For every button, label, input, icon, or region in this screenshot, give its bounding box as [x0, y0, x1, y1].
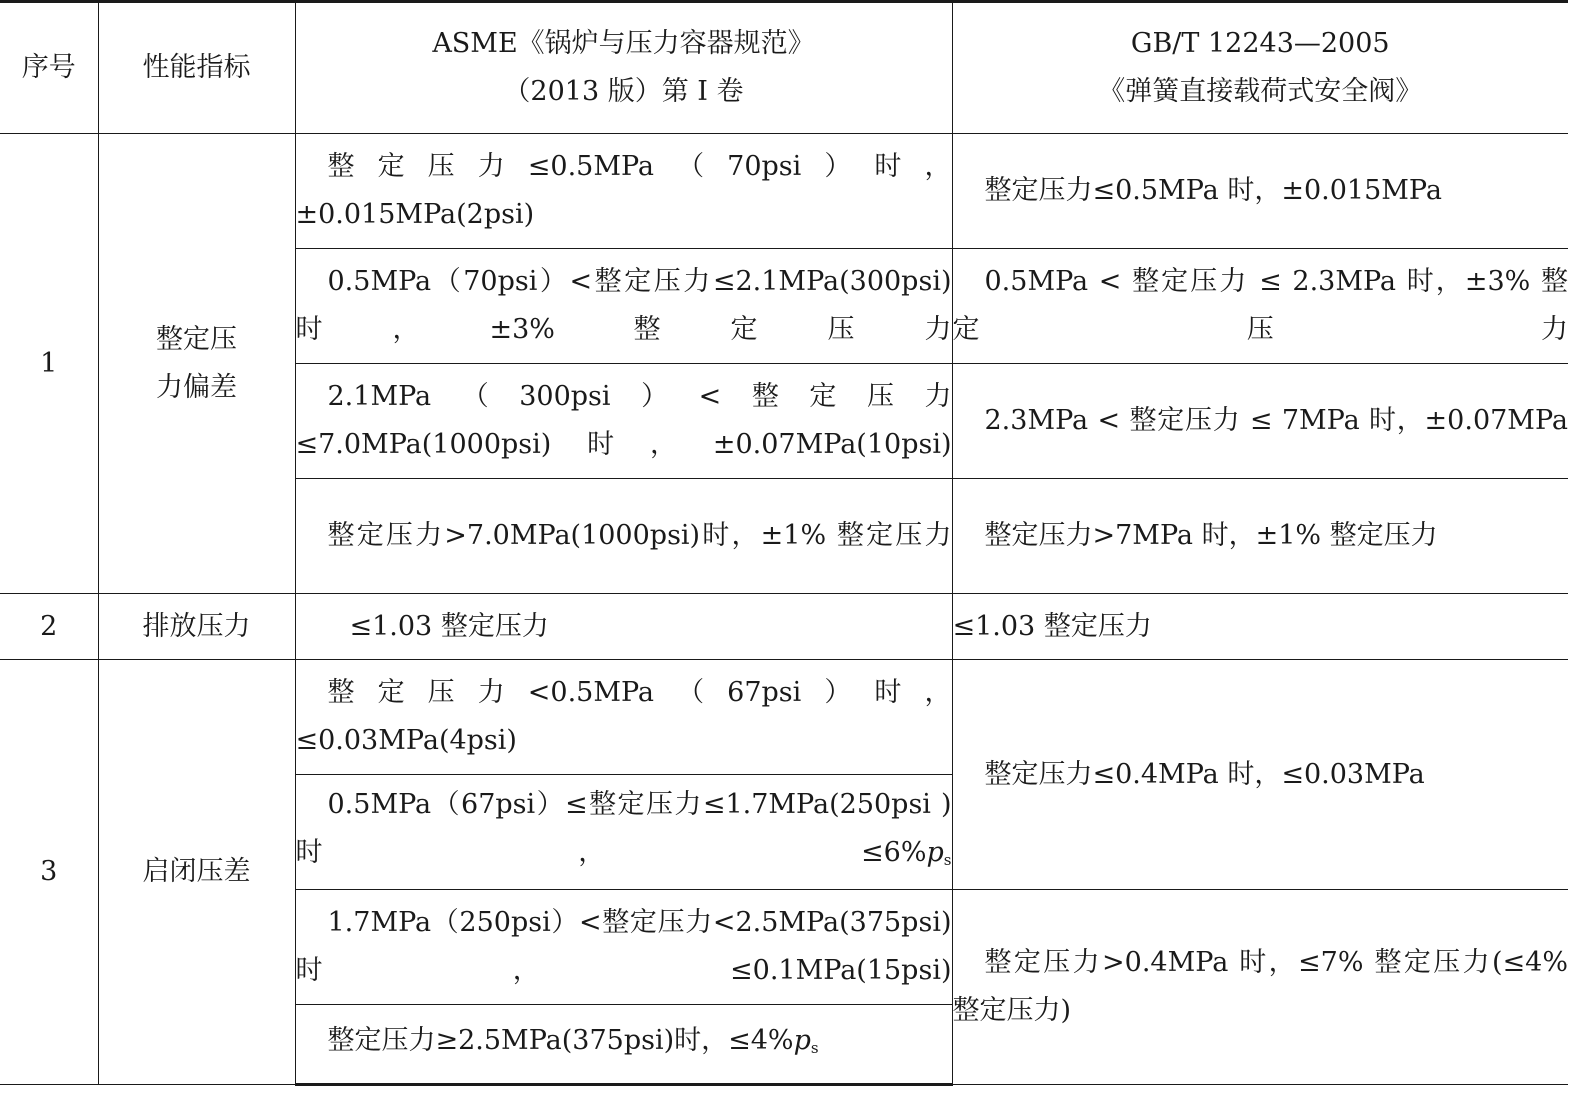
- gb-cell: ≤1.03 整定压力: [952, 594, 1568, 660]
- gb-cell: 整定压力≤0.5MPa 时，±0.015MPa: [952, 134, 1568, 249]
- gb-cell: 整定压力>0.4MPa 时，≤7% 整定压力(≤4% 整定压力): [952, 890, 1568, 1085]
- row-no: 1: [0, 134, 98, 594]
- asme-cell: 1.7MPa（250psi）<整定压力<2.5MPa(375psi)时，≤0.1MPa(15psi): [295, 890, 952, 1005]
- gb-cell: 0.5MPa < 整定压力 ≤ 2.3MPa 时，±3% 整定压力: [952, 249, 1568, 364]
- header-asme-line2: （2013 版）第 Ⅰ 卷: [503, 76, 744, 107]
- asme-cell-text: 0.5MPa（67psi）≤整定压力≤1.7MPa(250psi )时，≤6%: [295, 788, 952, 868]
- header-indicator: 性能指标: [98, 2, 295, 134]
- asme-cell: ≤1.03 整定压力: [295, 594, 952, 660]
- row-no: 2: [0, 594, 98, 660]
- asme-cell: 整定压力<0.5MPa（67psi）时，≤0.03MPa(4psi): [295, 660, 952, 775]
- row-indicator: 启闭压差: [98, 660, 295, 1085]
- header-no: 序号: [0, 2, 98, 134]
- header-gb-line2: 《弹簧直接载荷式安全阀》: [1098, 76, 1423, 107]
- asme-cell: 整定压力>7.0MPa(1000psi)时，±1% 整定压力: [295, 479, 952, 594]
- row-no: 3: [0, 660, 98, 1085]
- header-asme-line1: ASME《锅炉与压力容器规范》: [432, 28, 815, 59]
- asme-cell: [295, 775, 952, 890]
- header-gb-line1: GB/T 12243—2005: [1130, 28, 1390, 59]
- row-indicator: 排放压力: [98, 594, 295, 660]
- gb-cell: 2.3MPa < 整定压力 ≤ 7MPa 时，±0.07MPa: [952, 364, 1568, 479]
- table-row: [0, 660, 1568, 775]
- gb-cell: 整定压力≤0.4MPa 时，≤0.03MPa: [952, 660, 1568, 890]
- asme-cell: 2.1MPa（300psi）<整定压力≤7.0MPa(1000psi)时，±0.07MPa(10psi): [295, 364, 952, 479]
- asme-cell: 0.5MPa（70psi）<整定压力≤2.1MPa(300psi)时，±3% 整定压力: [295, 249, 952, 364]
- header-gb: [952, 2, 1568, 134]
- row-indicator: [98, 134, 295, 594]
- table-row: [0, 594, 1568, 660]
- ps-symbol: ps: [793, 1024, 819, 1057]
- header-row: [0, 2, 1568, 134]
- header-asme: [295, 2, 952, 134]
- gb-cell: 整定压力>7MPa 时，±1% 整定压力: [952, 479, 1568, 594]
- asme-cell: [295, 1005, 952, 1085]
- row-indicator-text: 整定压力偏差: [156, 323, 237, 403]
- asme-cell: 整定压力≤0.5MPa（70psi）时，±0.015MPa(2psi): [295, 134, 952, 249]
- table-row: [0, 134, 1568, 249]
- asme-cell-text: 整定压力≥2.5MPa(375psi)时，≤4%: [327, 1024, 794, 1056]
- ps-symbol: ps: [926, 836, 952, 869]
